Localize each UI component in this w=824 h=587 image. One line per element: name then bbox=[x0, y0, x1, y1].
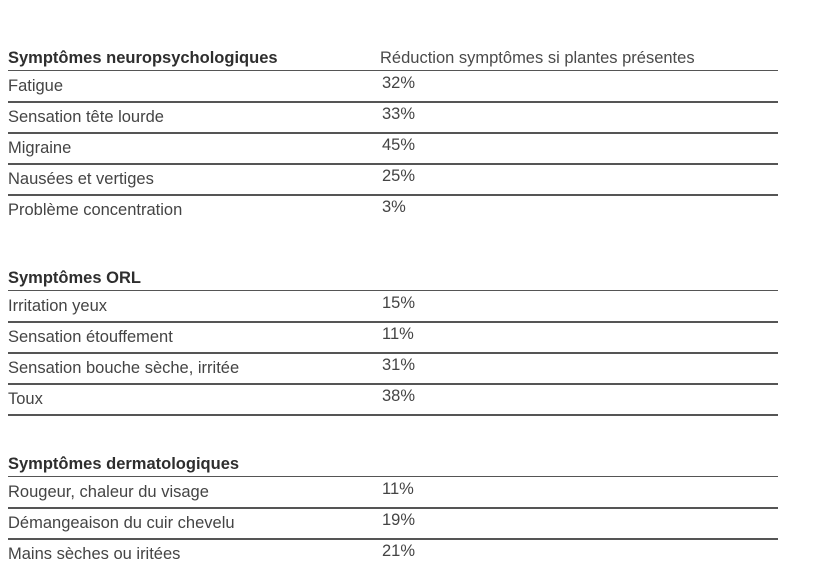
table-row bbox=[8, 104, 778, 134]
table-row bbox=[8, 479, 778, 509]
symptom-name: Migraine bbox=[8, 139, 72, 157]
table-row bbox=[8, 324, 778, 354]
table-row bbox=[8, 541, 778, 571]
table-row bbox=[8, 386, 778, 416]
section-title: Symptômes dermatologiques bbox=[8, 455, 240, 473]
symptom-name: Problème concentration bbox=[8, 201, 183, 219]
reduction-value: 15% bbox=[382, 294, 416, 312]
symptom-name: Irritation yeux bbox=[8, 297, 108, 315]
column-header: Réduction symptômes si plantes présentes bbox=[380, 49, 695, 67]
table-row bbox=[8, 510, 778, 540]
table-row bbox=[8, 355, 778, 385]
section-header-neuropsychologiques bbox=[8, 46, 778, 71]
reduction-value: 31% bbox=[382, 356, 416, 374]
reduction-value: 33% bbox=[382, 105, 416, 123]
symptom-name: Nausées et vertiges bbox=[8, 170, 154, 188]
reduction-value: 3% bbox=[382, 198, 406, 216]
section-title: Symptômes neuropsychologiques bbox=[8, 49, 278, 67]
reduction-value: 21% bbox=[382, 542, 416, 560]
table-row bbox=[8, 166, 778, 196]
symptom-name: Mains sèches ou iritées bbox=[8, 545, 181, 563]
reduction-value: 19% bbox=[382, 511, 416, 529]
symptom-name: Démangeaison du cuir chevelu bbox=[8, 514, 235, 532]
table-row bbox=[8, 197, 778, 227]
reduction-value: 45% bbox=[382, 136, 416, 154]
reduction-value: 11% bbox=[382, 325, 414, 343]
symptom-name: Fatigue bbox=[8, 77, 64, 95]
reduction-value: 25% bbox=[382, 167, 416, 185]
symptom-name: Sensation tête lourde bbox=[8, 108, 164, 126]
section-title: Symptômes ORL bbox=[8, 269, 141, 287]
table-row bbox=[8, 293, 778, 323]
section-header-orl bbox=[8, 266, 778, 291]
symptom-name: Sensation étouffement bbox=[8, 328, 173, 346]
reduction-value: 32% bbox=[382, 74, 416, 92]
symptom-name: Toux bbox=[8, 390, 43, 408]
symptom-name: Rougeur, chaleur du visage bbox=[8, 483, 209, 501]
reduction-value: 38% bbox=[382, 387, 416, 405]
table-row bbox=[8, 73, 778, 103]
table-row bbox=[8, 135, 778, 165]
reduction-value: 11% bbox=[382, 480, 414, 498]
symptom-name: Sensation bouche sèche, irritée bbox=[8, 359, 240, 377]
section-header-dermatologiques bbox=[8, 452, 778, 477]
